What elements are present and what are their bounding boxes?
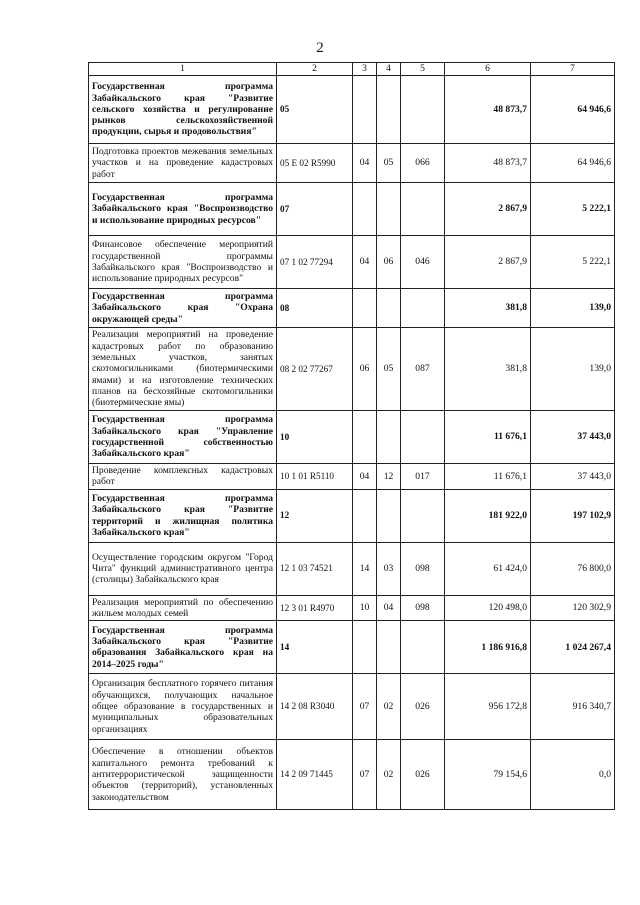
row-col5-cell: 017 bbox=[401, 464, 445, 490]
row-name-cell: Организация бесплатного горячего питания обучающихся, получающих начальное общее образование в государственных и муниципальных образовательных организациях bbox=[89, 674, 277, 740]
row-amount6-cell: 79 154,6 bbox=[445, 740, 531, 810]
row-col3-cell: 04 bbox=[353, 144, 377, 183]
table-row bbox=[89, 328, 615, 411]
row-code-cell: 08 2 02 77267 bbox=[277, 328, 353, 411]
row-code-cell: 10 bbox=[277, 411, 353, 464]
row-code-cell: 14 2 09 71445 bbox=[277, 740, 353, 810]
row-col5-cell: 026 bbox=[401, 674, 445, 740]
row-col5-cell: 066 bbox=[401, 144, 445, 183]
row-code-cell: 12 bbox=[277, 489, 353, 542]
row-col5-cell: 087 bbox=[401, 328, 445, 411]
header-cell-3: 3 bbox=[353, 63, 377, 76]
row-col3-cell bbox=[353, 489, 377, 542]
row-amount6-cell: 1 186 916,8 bbox=[445, 621, 531, 674]
row-code-cell: 07 1 02 77294 bbox=[277, 236, 353, 289]
row-name-cell: Государственная программа Забайкальского края "Развитие образования Забайкальского края на 2014–2025 годы" bbox=[89, 621, 277, 674]
row-name-cell: Финансовое обеспечение мероприятий государственной программы Забайкальского края "Воспроизводство и использование природных ресурсов" bbox=[89, 236, 277, 289]
budget-table bbox=[88, 62, 615, 810]
header-cell-6: 6 bbox=[445, 63, 531, 76]
header-cell-1: 1 bbox=[89, 63, 277, 76]
row-col4-cell bbox=[377, 289, 401, 328]
row-amount6-cell: 956 172,8 bbox=[445, 674, 531, 740]
row-code-cell: 12 3 01 R4970 bbox=[277, 595, 353, 621]
row-amount6-cell: 381,8 bbox=[445, 328, 531, 411]
row-code-cell: 07 bbox=[277, 183, 353, 236]
row-code-cell: 08 bbox=[277, 289, 353, 328]
row-name-cell: Государственная программа Забайкальского края "Развитие территорий и жилищная политика Забайкальского края" bbox=[89, 489, 277, 542]
row-col4-cell bbox=[377, 411, 401, 464]
row-col5-cell bbox=[401, 621, 445, 674]
row-col5-cell bbox=[401, 76, 445, 144]
row-col5-cell bbox=[401, 411, 445, 464]
row-name-cell: Реализация мероприятий по обеспечению жильем молодых семей bbox=[89, 595, 277, 621]
row-col5-cell bbox=[401, 289, 445, 328]
row-name-cell: Государственная программа Забайкальского края "Развитие сельского хозяйства и регулирование рынков сельскохозяйственной продукции, сырья и продовольствия" bbox=[89, 76, 277, 144]
row-col3-cell: 07 bbox=[353, 740, 377, 810]
row-col4-cell: 03 bbox=[377, 542, 401, 595]
row-code-cell: 12 1 03 74521 bbox=[277, 542, 353, 595]
table-row bbox=[89, 411, 615, 464]
row-col3-cell: 07 bbox=[353, 674, 377, 740]
row-amount7-cell: 64 946,6 bbox=[531, 76, 615, 144]
header-cell-7: 7 bbox=[531, 63, 615, 76]
row-amount7-cell: 120 302,9 bbox=[531, 595, 615, 621]
row-col4-cell bbox=[377, 183, 401, 236]
row-name-cell: Государственная программа Забайкальского края "Управление государственной собственностью Забайкальского края" bbox=[89, 411, 277, 464]
row-amount6-cell: 11 676,1 bbox=[445, 411, 531, 464]
row-amount7-cell: 76 800,0 bbox=[531, 542, 615, 595]
row-col4-cell: 02 bbox=[377, 740, 401, 810]
table-row bbox=[89, 542, 615, 595]
row-amount7-cell: 197 102,9 bbox=[531, 489, 615, 542]
row-col4-cell bbox=[377, 621, 401, 674]
row-code-cell: 14 2 08 R3040 bbox=[277, 674, 353, 740]
row-col3-cell: 10 bbox=[353, 595, 377, 621]
row-amount6-cell: 48 873,7 bbox=[445, 76, 531, 144]
row-name-cell: Государственная программа Забайкальского края "Воспроизводство и использование природных ресурсов" bbox=[89, 183, 277, 236]
row-col3-cell: 06 bbox=[353, 328, 377, 411]
table-row bbox=[89, 595, 615, 621]
row-col5-cell bbox=[401, 489, 445, 542]
row-amount7-cell: 37 443,0 bbox=[531, 411, 615, 464]
row-col4-cell: 04 bbox=[377, 595, 401, 621]
row-col4-cell: 12 bbox=[377, 464, 401, 490]
row-col3-cell: 14 bbox=[353, 542, 377, 595]
table-row bbox=[89, 674, 615, 740]
row-col3-cell bbox=[353, 183, 377, 236]
row-col5-cell: 026 bbox=[401, 740, 445, 810]
table-row bbox=[89, 144, 615, 183]
table-row bbox=[89, 489, 615, 542]
row-name-cell: Государственная программа Забайкальского края "Охрана окружающей среды" bbox=[89, 289, 277, 328]
table-row bbox=[89, 183, 615, 236]
row-name-cell: Осуществление городским округом "Город Чита" функций административного центра (столицы) Забайкальского края bbox=[89, 542, 277, 595]
row-col3-cell bbox=[353, 76, 377, 144]
row-amount6-cell: 48 873,7 bbox=[445, 144, 531, 183]
row-amount6-cell: 120 498,0 bbox=[445, 595, 531, 621]
table-row bbox=[89, 76, 615, 144]
row-amount6-cell: 2 867,9 bbox=[445, 236, 531, 289]
row-col5-cell bbox=[401, 183, 445, 236]
row-col3-cell bbox=[353, 621, 377, 674]
page-number: 2 bbox=[316, 40, 324, 56]
row-col4-cell bbox=[377, 76, 401, 144]
header-cell-4: 4 bbox=[377, 63, 401, 76]
table-row bbox=[89, 236, 615, 289]
table-row bbox=[89, 464, 615, 490]
row-amount7-cell: 1 024 267,4 bbox=[531, 621, 615, 674]
row-col5-cell: 098 bbox=[401, 542, 445, 595]
row-amount6-cell: 181 922,0 bbox=[445, 489, 531, 542]
row-amount6-cell: 61 424,0 bbox=[445, 542, 531, 595]
row-amount7-cell: 5 222,1 bbox=[531, 236, 615, 289]
row-col4-cell: 06 bbox=[377, 236, 401, 289]
row-amount7-cell: 37 443,0 bbox=[531, 464, 615, 490]
row-col3-cell bbox=[353, 411, 377, 464]
row-code-cell: 10 1 01 R5110 bbox=[277, 464, 353, 490]
row-amount7-cell: 64 946,6 bbox=[531, 144, 615, 183]
row-col4-cell: 02 bbox=[377, 674, 401, 740]
row-code-cell: 05 E 02 R5990 bbox=[277, 144, 353, 183]
row-name-cell: Обеспечение в отношении объектов капитального ремонта требований к антитеррористической защищенности объектов (территорий), установленных законодательством bbox=[89, 740, 277, 810]
table-row bbox=[89, 621, 615, 674]
row-col4-cell: 05 bbox=[377, 144, 401, 183]
row-amount6-cell: 11 676,1 bbox=[445, 464, 531, 490]
row-code-cell: 14 bbox=[277, 621, 353, 674]
row-amount7-cell: 916 340,7 bbox=[531, 674, 615, 740]
row-amount6-cell: 2 867,9 bbox=[445, 183, 531, 236]
table-row bbox=[89, 289, 615, 328]
row-amount7-cell: 5 222,1 bbox=[531, 183, 615, 236]
table-body bbox=[89, 63, 615, 810]
row-name-cell: Проведение комплексных кадастровых работ bbox=[89, 464, 277, 490]
row-col4-cell bbox=[377, 489, 401, 542]
table-row bbox=[89, 740, 615, 810]
row-col3-cell bbox=[353, 289, 377, 328]
header-cell-5: 5 bbox=[401, 63, 445, 76]
header-cell-2: 2 bbox=[277, 63, 353, 76]
row-name-cell: Подготовка проектов межевания земельных участков и на проведение кадастровых работ bbox=[89, 144, 277, 183]
row-col4-cell: 05 bbox=[377, 328, 401, 411]
row-col5-cell: 098 bbox=[401, 595, 445, 621]
row-amount7-cell: 0,0 bbox=[531, 740, 615, 810]
row-amount7-cell: 139,0 bbox=[531, 328, 615, 411]
row-amount7-cell: 139,0 bbox=[531, 289, 615, 328]
row-code-cell: 05 bbox=[277, 76, 353, 144]
row-name-cell: Реализация мероприятий на проведение кадастровых работ по образованию земельных участков, занятых скотомогильниками (биотермическими ямами) и на изготовление технических планов на бесхозяйные скотомогильники (биотермические ямы) bbox=[89, 328, 277, 411]
row-amount6-cell: 381,8 bbox=[445, 289, 531, 328]
row-col5-cell: 046 bbox=[401, 236, 445, 289]
table-header-row bbox=[89, 63, 615, 76]
row-col3-cell: 04 bbox=[353, 236, 377, 289]
row-col3-cell: 04 bbox=[353, 464, 377, 490]
